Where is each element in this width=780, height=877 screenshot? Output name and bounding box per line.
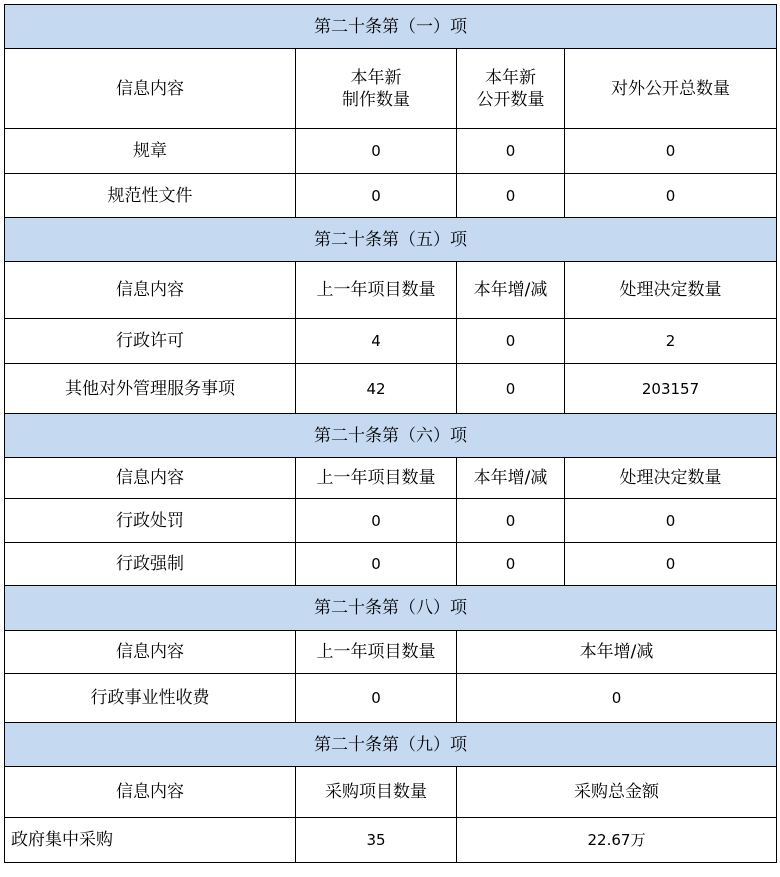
cell-value: 0 [457, 674, 777, 723]
section-title: 第二十条第（六）项 [5, 414, 777, 458]
cell-value: 22.67万 [457, 818, 777, 863]
col-header-content: 信息内容 [5, 458, 296, 499]
row-label: 政府集中采购 [5, 818, 296, 863]
table-row [5, 543, 777, 586]
header-row [5, 458, 777, 499]
row-label: 规范性文件 [5, 174, 296, 218]
table-row [5, 364, 777, 414]
col-header-change: 本年增/减 [457, 262, 565, 319]
header-row [5, 49, 777, 129]
section-title: 第二十条第（五）项 [5, 218, 777, 262]
col-header-change: 本年增/减 [457, 458, 565, 499]
table-row [5, 319, 777, 364]
section-header-1 [5, 5, 777, 49]
cell-value: 42 [296, 364, 457, 414]
col-header-prev-count: 上一年项目数量 [296, 631, 457, 674]
cell-value: 0 [296, 543, 457, 586]
cell-value: 35 [296, 818, 457, 863]
col-header-content: 信息内容 [5, 262, 296, 319]
section-title: 第二十条第（一）项 [5, 5, 777, 49]
cell-value: 203157 [565, 364, 777, 414]
cell-value: 0 [565, 543, 777, 586]
row-label: 行政强制 [5, 543, 296, 586]
col-header-content: 信息内容 [5, 631, 296, 674]
cell-value: 0 [457, 129, 565, 174]
cell-value: 0 [565, 499, 777, 543]
table-row [5, 818, 777, 863]
col-header-content: 信息内容 [5, 49, 296, 129]
disclosure-table-container [4, 4, 776, 873]
col-header-change: 本年增/减 [457, 631, 777, 674]
section-title: 第二十条第（八）项 [5, 586, 777, 631]
col-header-new-made-text: 本年新 制作数量 [342, 67, 410, 110]
table-row [5, 674, 777, 723]
cell-value: 0 [457, 319, 565, 364]
table-row [5, 174, 777, 218]
cell-value: 2 [565, 319, 777, 364]
col-header-purchase-count: 采购项目数量 [296, 767, 457, 818]
cell-value: 0 [296, 129, 457, 174]
col-header-total-public: 对外公开总数量 [565, 49, 777, 129]
row-label: 其他对外管理服务事项 [5, 364, 296, 414]
cell-value: 0 [296, 674, 457, 723]
cell-value: 0 [565, 174, 777, 218]
col-header-new-public-text: 本年新 公开数量 [476, 67, 545, 110]
cell-value: 0 [457, 543, 565, 586]
row-label: 行政处罚 [5, 499, 296, 543]
section-header-9 [5, 723, 777, 767]
cell-value: 0 [296, 499, 457, 543]
header-row [5, 767, 777, 818]
table-row [5, 129, 777, 174]
section-header-5 [5, 218, 777, 262]
table-row [5, 499, 777, 543]
cell-value: 0 [457, 364, 565, 414]
disclosure-table [4, 4, 777, 863]
cell-value: 0 [296, 174, 457, 218]
col-header-new-made [296, 49, 457, 129]
cell-value: 0 [457, 499, 565, 543]
cell-value: 4 [296, 319, 457, 364]
col-header-new-public [457, 49, 565, 129]
col-header-decision-count: 处理决定数量 [565, 262, 777, 319]
cell-value: 0 [457, 174, 565, 218]
header-row [5, 631, 777, 674]
row-label: 规章 [5, 129, 296, 174]
section-title: 第二十条第（九）项 [5, 723, 777, 767]
col-header-prev-count: 上一年项目数量 [296, 458, 457, 499]
col-header-prev-count: 上一年项目数量 [296, 262, 457, 319]
cell-value: 0 [565, 129, 777, 174]
col-header-purchase-amount: 采购总金额 [457, 767, 777, 818]
section-header-6 [5, 414, 777, 458]
section-header-8 [5, 586, 777, 631]
col-header-content: 信息内容 [5, 767, 296, 818]
header-row [5, 262, 777, 319]
row-label: 行政事业性收费 [5, 674, 296, 723]
col-header-decision-count: 处理决定数量 [565, 458, 777, 499]
row-label: 行政许可 [5, 319, 296, 364]
